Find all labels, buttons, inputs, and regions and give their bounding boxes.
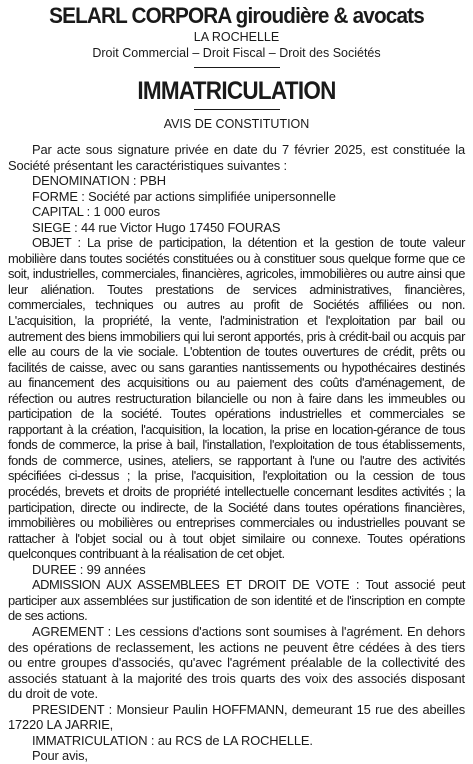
agrement-paragraph: AGREMENT : Les cessions d'actions sont soumises à l'agrément. En dehors des opérations de reclassement, les actions ne peuvent être cédées à des tiers ou entre groupes d'associés, qu'avec l'agrément préalable de la collectivité des associés statuant à la majorité des trois quarts des voix des associés disposant du droit de vote. xyxy=(8,623,465,702)
divider-bottom xyxy=(194,109,280,110)
denomination-line: DENOMINATION : PBH xyxy=(32,173,166,189)
firm-specialties: Droit Commercial – Droit Fiscal – Droit des Sociétés xyxy=(92,46,381,60)
notice-title: IMMATRICULATION xyxy=(137,77,336,105)
pour-avis-line: Pour avis, xyxy=(32,748,88,764)
admission-paragraph: ADMISSION AUX ASSEMBLEES ET DROIT DE VOTE : Tout associé peut participer aux assemblées sur justification de son identité et de l'inscription en compte de ses actions. xyxy=(8,577,465,624)
divider-top xyxy=(194,67,280,68)
capital-line: CAPITAL : 1 000 euros xyxy=(32,204,160,220)
objet-paragraph: OBJET : La prise de participation, la détention et la gestion de toute valeur mobilière dans toutes sociétés constituées ou à constituer sous quelque forme que ce soit, industrielles, commerciales, financières, agricoles, immobilières ou autre ainsi que leur aliénation. Toutes prestations de services administratives, financières, commerciales, techniques ou autres au profit de Sociétés affiliées ou non. L'acquisition, la propriété, la vente, l'administration et l'exploitation par bail ou autrement des biens immobiliers qui lui seront apportés, pris à crédit-bail ou acquis par elle au cours de la vie sociale. L'obtention de toutes ouvertures de crédit, prêts ou facilités de caisse, avec ou sans garanties nantissements ou hypothécaires destinés au financement des acquisitions ou au paiement des coûts d'aménagement, de réfection ou autres restructuration bilancielle ou non à faire dans les immeubles ou participation de la société. Toutes opérations industrielles et commerciales se rapportant à la création, l'acquisition, la location, la prise en location-gérance de tous fonds de commerce, la prise à bail, l'installation, l'exploitation de tous établissements, fonds de commerce, usines, ateliers, se rapportant à l'une ou l'autre des activités spécifiées ci-dessus ; la prise, l'acquisition, l'exploitation ou la cession de tous procédés, brevets et droits de propriété intellectuelle concernant lesdites activités ; la participation, directe ou indirecte, de la Société dans toutes opérations financières, immobilières ou mobilières ou entreprises commerciales ou industrielles pouvant se rattacher à l'objet social ou à tout objet similaire ou connexe. Toutes opérations quelconques contribuant à la réalisation de cet objet. xyxy=(8,235,465,562)
firm-name: SELARL CORPORA giroudière & avocats xyxy=(49,3,424,28)
forme-line: FORME : Société par actions simplifiée unipersonnelle xyxy=(32,188,336,204)
duree-line: DUREE : 99 années xyxy=(32,561,146,577)
firm-city: LA ROCHELLE xyxy=(193,30,280,44)
notice-body xyxy=(8,142,465,764)
intro-paragraph: Par acte sous signature privée en date du 7 février 2025, est constituée la Société présentant les caractéristiques suivantes : xyxy=(8,142,465,173)
immatriculation-line: IMMATRICULATION : au RCS de LA ROCHELLE. xyxy=(32,732,313,748)
siege-line: SIEGE : 44 rue Victor Hugo 17450 FOURAS xyxy=(32,219,281,235)
president-paragraph: PRESIDENT : Monsieur Paulin HOFFMANN, demeurant 15 rue des abeilles 17220 LA JARRIE, xyxy=(8,701,465,733)
notice-subtitle: AVIS DE CONSTITUTION xyxy=(163,117,310,131)
